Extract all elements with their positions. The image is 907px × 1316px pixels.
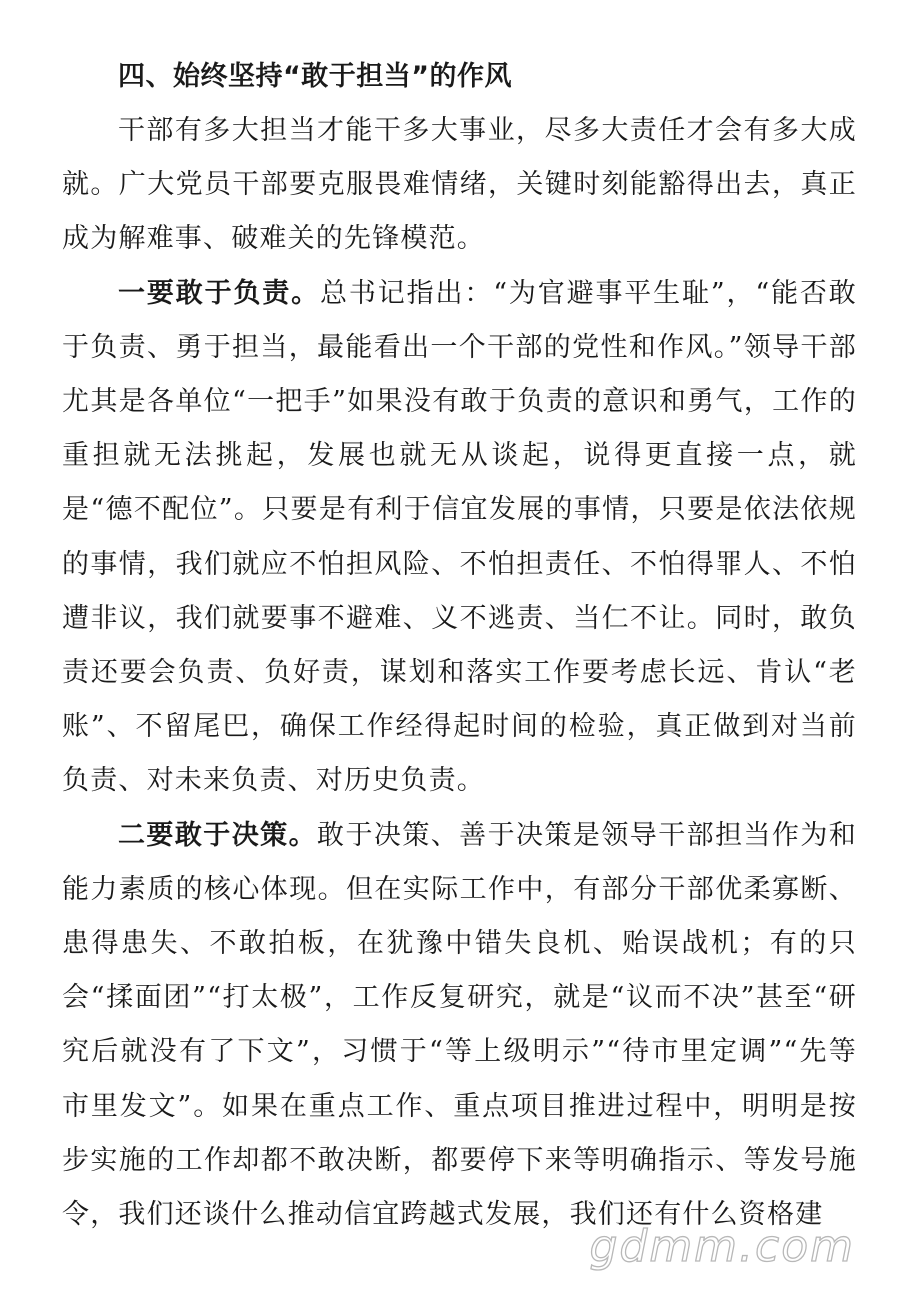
paragraph-decision (62, 809, 857, 1243)
paragraph-lead: 一要敢于负责。 (118, 277, 321, 309)
intro-paragraph: 干部有多大担当才能干多大事业，尽多大责任才会有多大成就。广大党员干部要克服畏难情绪，关键时刻能豁得出去，真正成为解难事、破难关的先锋模范。 (62, 115, 857, 255)
site-watermark: gdmm.com (589, 1221, 855, 1272)
paragraph-text: 总书记指出：“为官避事平生耻”，“能否敢于负责、勇于担当，最能看出一个干部的党性和作风。”领导干部尤其是各单位“一把手”如果没有敢于负责的意识和勇气，工作的重担就无法挑起，发展也就无从谈起，说得更直接一点，就是“德不配位”。只要是有利于信宜发展的事情，只要是依法依规的事情，我们就应不怕担风险、不怕担责任、不怕得罪人、不怕遭非议，我们就要事不避难、义不逃责、当仁不让。同时，敢负责还要会负责、负好责，谋划和落实工作要考虑长远、肯认“老账”、不留尾巴，确保工作经得起时间的检验，真正做到对当前负责、对未来负责、对历史负责。 (62, 277, 857, 797)
document-body (62, 50, 857, 1242)
paragraph-lead: 二要敢于决策。 (118, 819, 318, 851)
paragraph-text: 敢于决策、善于决策是领导干部担当作为和能力素质的核心体现。但在实际工作中，有部分干部优柔寡断、患得患失、不敢拍板，在犹豫中错失良机、贻误战机；有的只会“揉面团”“打太极”，工作反复研究，就是“议而不决”甚至“研究后就没有了下文”，习惯于“等上级明示”“待市里定调”“先等市里发文”。如果在重点工作、重点项目推进过程中，明明是按步实施的工作却都不敢决断，都要停下来等明确指示、等发号施令，我们还谈什么推动信宜跨越式发展，我们还有什么资格建 (62, 819, 857, 1231)
section-heading: 四、始终坚持“敢于担当”的作风 (118, 61, 512, 92)
paragraph-responsibility (62, 267, 857, 809)
